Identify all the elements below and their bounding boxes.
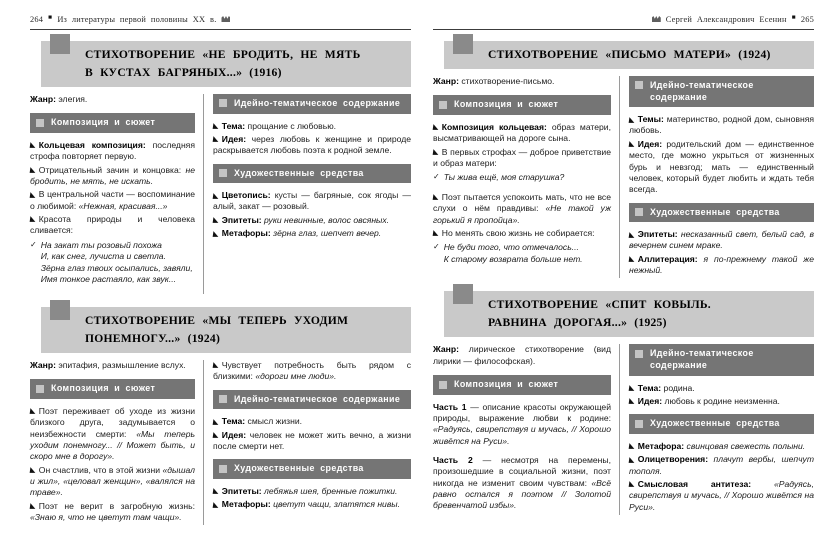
verse-line: Ты жива ещё, моя старушка? (443, 172, 565, 183)
paragraph (213, 121, 411, 132)
subsection-header (629, 344, 814, 375)
text-segment: любовь к родине неизменна. (662, 395, 780, 406)
poem-section (30, 41, 411, 294)
text-segment: Часть 1 (433, 401, 467, 412)
square-icon (635, 208, 643, 216)
text-segment: Смысловая антитеза: (637, 478, 752, 489)
arrow-bullet-icon: ◣ (212, 486, 220, 496)
square-icon (219, 169, 227, 177)
paragraph (629, 396, 814, 407)
text-segment: Поэт не верит в загробную жизнь: (38, 500, 195, 511)
paragraph (30, 406, 195, 463)
text-segment: «Не такой уж горький я пропойца». (433, 203, 611, 225)
square-separator-icon: ■ (48, 13, 53, 21)
subsection-header (629, 76, 814, 107)
arrow-bullet-icon: ◣ (29, 501, 37, 511)
verse-lines (444, 172, 565, 184)
paragraph (433, 122, 611, 145)
paragraph (629, 454, 814, 477)
column (30, 360, 203, 525)
arrow-bullet-icon: ◣ (432, 147, 440, 157)
verse-line: Имя тонкое растаяло, как звук... (40, 274, 176, 285)
ornament-icon (652, 16, 661, 22)
arrow-bullet-icon: ◣ (628, 396, 636, 406)
page-number: 265 (800, 14, 814, 24)
arrow-bullet-icon: ◣ (628, 383, 636, 393)
text-segment: эпитафия, размышление вслух. (55, 359, 186, 370)
square-icon (635, 420, 643, 428)
arrow-bullet-icon: ◣ (432, 192, 440, 202)
arrow-bullet-icon: ◣ (212, 416, 220, 426)
square-separator-icon: ■ (791, 13, 796, 21)
paragraph (213, 190, 411, 213)
page-left (30, 12, 411, 538)
subsection-header (213, 459, 411, 479)
ornament-icon (221, 16, 230, 22)
square-icon (50, 34, 70, 54)
text-segment: Тема: (221, 120, 246, 131)
arrow-bullet-icon: ◣ (628, 114, 636, 124)
section-title (85, 312, 405, 348)
text-segment: Часть 2 (433, 455, 473, 466)
square-icon (36, 119, 44, 127)
text-segment: Метафоры: (221, 228, 271, 239)
section-title-line: СТИХОТВОРЕНИЕ «ПИСЬМО МАТЕРИ» (1924) (488, 48, 771, 61)
text-segment: Идея: (221, 429, 247, 440)
text-segment: — описание красоты окружающей природы, выражение любви к родине: (433, 401, 611, 424)
text-segment: Кольцевая композиция: (38, 139, 146, 150)
paragraph (213, 430, 411, 453)
text-segment: Поэт пытается успокоить мать, что не все слухи о нём правдивы: (433, 191, 611, 214)
square-icon (439, 381, 447, 389)
text-segment: Эпитеты: (221, 214, 262, 225)
paragraph (629, 254, 814, 277)
text-segment: образ матери, высматривающей на дороге сына. (433, 121, 611, 144)
paragraph (30, 465, 195, 499)
subsection-title: Композиция и сюжет (454, 379, 559, 390)
running-head-title: Сергей Александрович Есенин (665, 14, 787, 24)
square-icon (219, 395, 227, 403)
section-title-line: СТИХОТВОРЕНИЕ «НЕ БРОДИТЬ, НЕ МЯТЬ (85, 48, 361, 61)
subsection-header (213, 390, 411, 410)
text-segment: Олицетворения: (637, 454, 709, 465)
text-segment: стихотворение-письмо. (458, 75, 555, 86)
poem-section (433, 41, 814, 278)
verse-quote (433, 242, 611, 265)
verse-line: К старому возврата больше нет. (443, 253, 583, 264)
paragraph (629, 114, 814, 137)
text-segment: Метафора: (637, 440, 685, 451)
column (619, 344, 814, 514)
section-title-line: В КУСТАХ БАГРЯНЫХ...» (1916) (85, 65, 282, 79)
section-title-bar (444, 291, 814, 337)
arrow-bullet-icon: ◣ (628, 441, 636, 451)
arrow-bullet-icon: ◣ (29, 189, 37, 199)
text-segment: несказанный свет, белый сад, в вечернем синем мраке. (629, 229, 814, 251)
text-segment: я по-прежнему такой же нежный. (629, 253, 814, 276)
subsection-title: Художественные средства (234, 167, 364, 178)
arrow-bullet-icon: ◣ (29, 465, 37, 475)
section-title (85, 46, 405, 82)
paragraph (629, 229, 814, 252)
text-segment: Тема: (637, 382, 662, 393)
text-segment: цветут чащи, златятся нивы. (270, 499, 401, 510)
subsection-title: Идейно-тематическое содержание (234, 393, 401, 404)
verse-quote (433, 172, 611, 184)
subsection-title: Художественные средства (650, 206, 780, 217)
column (433, 344, 619, 514)
text-segment: Темы: (637, 114, 664, 125)
arrow-bullet-icon: ◣ (212, 215, 220, 225)
subsection-title: Художественные средства (650, 418, 780, 429)
text-segment: смысл жизни. (245, 416, 303, 427)
text-segment: Метафоры: (221, 499, 271, 510)
subsection-header (433, 95, 611, 115)
text-segment: лебяжья шея, бренные пожитки. (261, 485, 398, 496)
head-rule (30, 29, 411, 30)
paragraph (629, 441, 814, 452)
text-segment: Эпитеты: (221, 485, 262, 496)
square-icon (453, 34, 473, 54)
subsection-header (213, 164, 411, 184)
text-segment: Он счастлив, что в этой жизни (38, 464, 163, 475)
text-segment: Красота природы и человека сливается: (30, 213, 195, 236)
arrow-bullet-icon: ◣ (212, 228, 220, 238)
text-segment: Жанр: (30, 93, 56, 104)
text-segment: «Радуясь, свирепствуя и мучась, // Хорошо живётся на Руси». (433, 424, 611, 446)
square-icon (635, 350, 643, 358)
text-segment: «Нежная, красивая...» (78, 200, 168, 211)
running-head-title: Из литературы первой половины XX в. (57, 14, 217, 24)
section-columns (30, 94, 411, 294)
subsection-title: Художественные средства (234, 463, 364, 474)
column (203, 94, 411, 294)
column (203, 360, 411, 525)
square-icon (50, 300, 70, 320)
arrow-bullet-icon: ◣ (628, 479, 636, 489)
paragraph (213, 215, 411, 226)
paragraph (213, 134, 411, 157)
arrow-bullet-icon: ◣ (432, 122, 440, 132)
text-segment: «дышал и жил», «целовал женщин», «валялся на траве». (30, 464, 195, 498)
paragraph (629, 479, 814, 513)
arrow-bullet-icon: ◣ (29, 406, 37, 416)
arrow-bullet-icon: ◣ (212, 190, 220, 200)
text-segment: Поэт переживает об уходе из жизни близкого друга, задумывается о неизбежности смерти: (30, 405, 195, 439)
text-segment: «дороги мне люди». (255, 371, 337, 382)
arrow-bullet-icon: ◣ (212, 360, 220, 370)
text-segment: руки невинные, волос овсяных. (261, 214, 390, 225)
text-segment: не бродить, не мять, не искать. (30, 164, 195, 186)
text-segment: Отрицательный зачин и концовка: (38, 164, 186, 175)
arrow-bullet-icon: ◣ (29, 165, 37, 175)
poem-section (433, 291, 814, 514)
text-segment: прощание с любовью. (245, 120, 337, 131)
text-segment: Идея: (637, 138, 663, 149)
text-segment: плачут вербы, шепчут тополя. (629, 454, 814, 476)
section-title-bar (41, 41, 411, 87)
verse-lines (41, 240, 193, 286)
subsection-title: Композиция и сюжет (454, 99, 559, 110)
text-segment: «Мы теперь уходим понемногу... // Может быть, и скоро мне в дорогу». (30, 428, 195, 462)
arrow-bullet-icon: ◣ (212, 121, 220, 131)
subsection-header (30, 379, 195, 399)
column (30, 94, 203, 294)
column (433, 76, 619, 279)
paragraph (213, 416, 411, 427)
text-segment: Идея: (637, 395, 663, 406)
subsection-header (629, 203, 814, 223)
text-segment: кусты — багряные, сок ягоды — алый, закат — розовый. (213, 190, 411, 212)
paragraph (213, 486, 411, 497)
paragraph (30, 501, 195, 524)
section-title (488, 46, 808, 64)
verse-line: И, как снег, лучиста и светла. (40, 251, 166, 262)
text-segment: материнство, родной дом, сыновняя любовь. (629, 114, 814, 136)
genre-line (433, 76, 611, 87)
section-title-bar (444, 41, 814, 69)
subsection-title: Композиция и сюжет (51, 117, 156, 128)
arrow-bullet-icon: ◣ (628, 139, 636, 149)
arrow-bullet-icon: ◣ (628, 229, 636, 239)
check-bullet-icon: ✓ (433, 172, 440, 182)
subsection-title: Идейно-тематическое содержание (650, 348, 754, 370)
subsection-header (30, 113, 195, 133)
arrow-bullet-icon: ◣ (212, 430, 220, 440)
arrow-bullet-icon: ◣ (628, 454, 636, 464)
text-segment: Но менять свою жизнь не собирается: (441, 227, 595, 238)
paragraph (30, 165, 195, 188)
paragraph (213, 499, 411, 510)
paragraph (30, 214, 195, 237)
section-columns (30, 360, 411, 525)
text-segment: «Всё равно остался я поэтом // Золотой бревенчатой избы». (433, 477, 611, 511)
verse-quote (30, 240, 195, 286)
genre-line (30, 94, 195, 105)
text-segment: В центральной части — воспоминание о любимой: (30, 189, 195, 211)
paragraph (213, 360, 411, 383)
verse-line: Не буди того, что отмечалось... (443, 242, 579, 253)
text-segment: Чувствует потребность быть рядом с близкими: (213, 359, 411, 382)
square-icon (635, 81, 643, 89)
text-segment: Жанр: (30, 359, 56, 370)
text-segment: человек не может жить вечно, а жизни после смерти нет. (213, 429, 411, 451)
subsection-title: Идейно-тематическое содержание (650, 79, 754, 102)
square-icon (439, 101, 447, 109)
text-segment: последняя строфа повторяет первую. (30, 139, 195, 162)
text-segment: Аллитерация: (637, 253, 698, 264)
running-head (30, 12, 411, 26)
text-segment: «Знаю я, что не цветут там чащи». (30, 511, 182, 522)
text-segment: родительский дом — единственное место, где можно укрыться от жизненных бурь и невзгод; мать — единственный человек, который будет любить и ждать тебя всегда. (629, 138, 814, 195)
text-segment: свинцовая свежесть полыни. (684, 440, 806, 451)
column (619, 76, 814, 279)
text-segment: через любовь к женщине и природе раскрывается любовь поэта к родной земле. (213, 133, 411, 156)
genre-line (433, 344, 611, 367)
text-segment: Тема: (221, 416, 246, 427)
genre-line (30, 360, 195, 371)
text-segment: элегия. (55, 93, 88, 104)
text-segment: Эпитеты: (637, 229, 678, 240)
text-segment: Композиция кольцевая: (441, 121, 547, 132)
section-title-bar (41, 307, 411, 353)
paragraph (213, 228, 411, 239)
section-columns (433, 344, 814, 514)
arrow-bullet-icon: ◣ (212, 499, 220, 509)
section-title (488, 296, 808, 332)
text-segment: лирическое стихотворение (вид лирики — философская). (433, 344, 611, 366)
check-bullet-icon: ✓ (30, 239, 37, 249)
section-title-line: РАВНИНА ДОРОГАЯ...» (1925) (488, 316, 667, 330)
square-icon (219, 99, 227, 107)
paragraph (629, 139, 814, 196)
arrow-bullet-icon: ◣ (29, 140, 37, 150)
text-segment: зёрна глаз, шепчет вечер. (270, 228, 382, 239)
subsection-header (213, 94, 411, 114)
text-segment: Цветопись: (221, 190, 271, 201)
paragraph (433, 147, 611, 170)
text-segment: Идея: (221, 133, 247, 144)
verse-lines (444, 242, 583, 265)
verse-line: На закат ты розовый похожа (40, 239, 162, 250)
section-title-line: СТИХОТВОРЕНИЕ «СПИТ КОВЫЛЬ. (488, 298, 711, 312)
section-title-line: ПОНЕМНОГУ...» (1924) (85, 331, 221, 345)
text-segment: родина. (661, 382, 695, 393)
page-right (433, 12, 814, 528)
arrow-bullet-icon: ◣ (212, 134, 220, 144)
subsection-header (629, 414, 814, 434)
paragraph (433, 402, 611, 447)
text-segment: В первых строфах — доброе приветствие и образ матери: (433, 146, 611, 168)
arrow-bullet-icon: ◣ (628, 254, 636, 264)
text-segment: Жанр: (433, 344, 459, 355)
running-head (433, 12, 814, 26)
check-bullet-icon: ✓ (433, 242, 440, 252)
poem-section (30, 307, 411, 525)
text-segment: — несмотря на перемены, произошедшие в социальной жизни, поэт никогда не изменит своим чувствам: (433, 455, 611, 488)
arrow-bullet-icon: ◣ (432, 228, 440, 238)
arrow-bullet-icon: ◣ (29, 214, 37, 224)
section-title-line: СТИХОТВОРЕНИЕ «МЫ ТЕПЕРЬ УХОДИМ (85, 313, 349, 327)
subsection-header (433, 375, 611, 395)
square-icon (36, 385, 44, 393)
subsection-title: Идейно-тематическое содержание (234, 97, 401, 108)
paragraph (433, 228, 611, 239)
section-columns (433, 76, 814, 279)
head-rule (433, 29, 814, 30)
square-icon (453, 284, 473, 304)
paragraph (629, 383, 814, 394)
page-number: 264 (30, 14, 44, 24)
square-icon (219, 465, 227, 473)
subsection-title: Композиция и сюжет (51, 383, 156, 394)
paragraph (30, 189, 195, 212)
paragraph (30, 140, 195, 163)
verse-line: Зёрна глаз твоих осыпались, завяли, (40, 262, 193, 273)
paragraph (433, 455, 611, 512)
text-segment: Жанр: (433, 75, 459, 86)
text-segment: «Радуясь, свирепствуя и мучась, // Хорошо живётся на Руси». (629, 478, 814, 512)
paragraph (433, 192, 611, 226)
